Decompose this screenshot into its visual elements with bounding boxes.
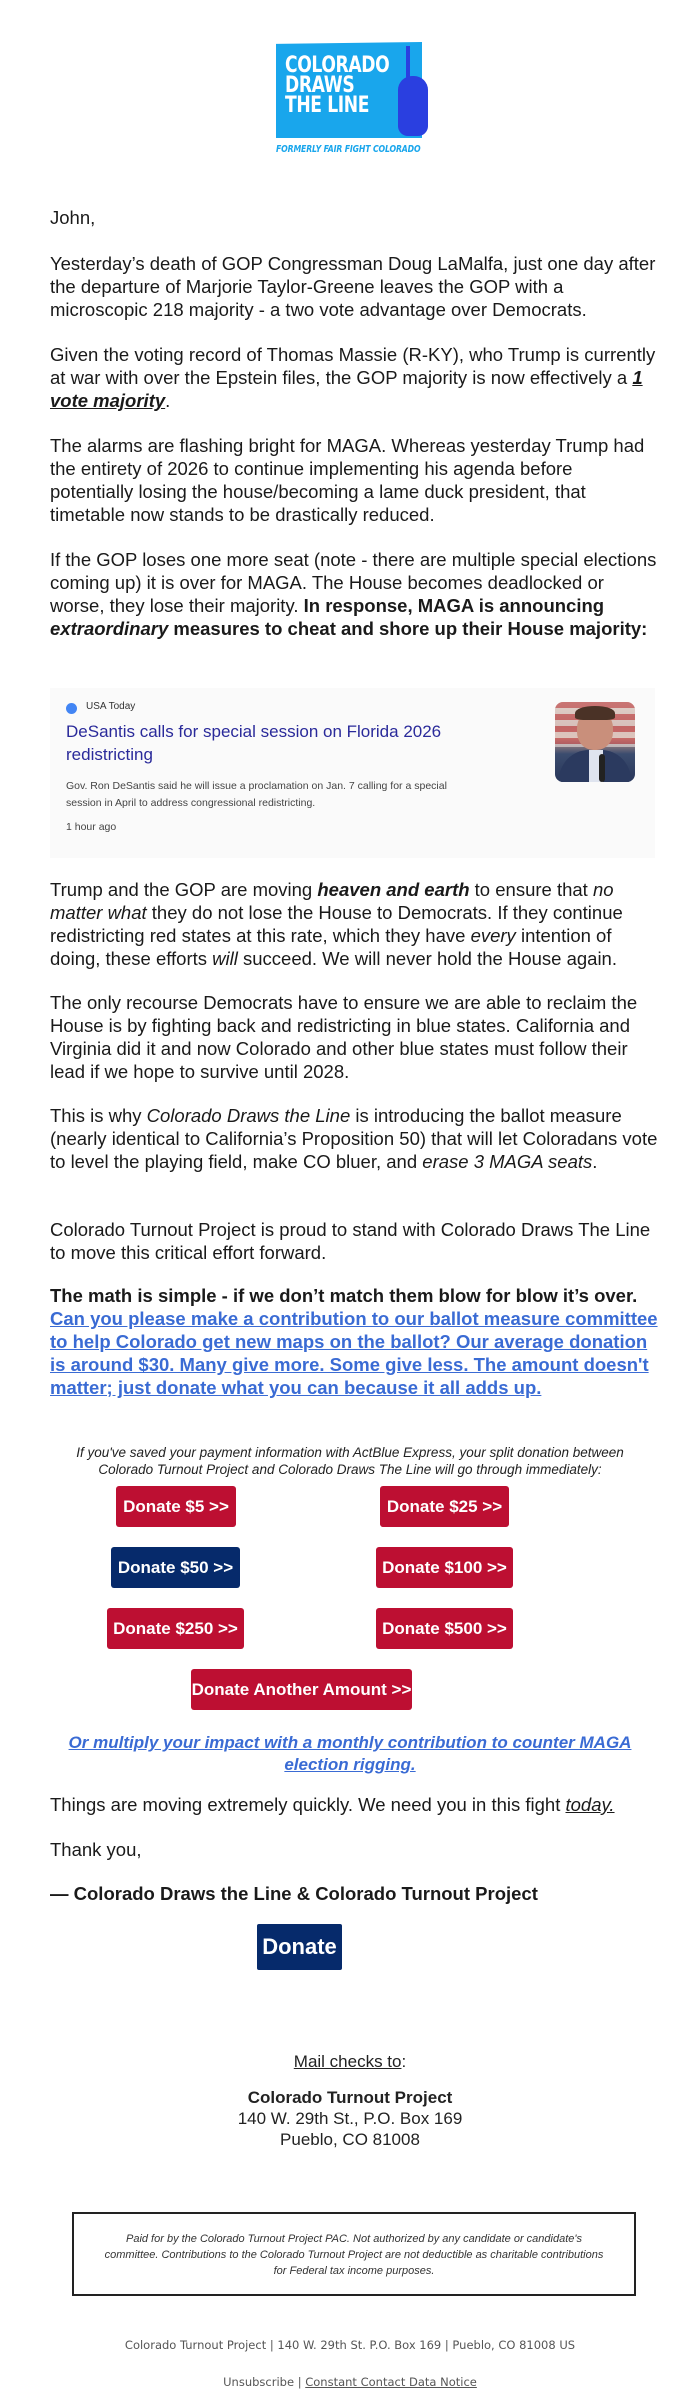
paragraph-1: Yesterday’s death of GOP Congressman Doug LaMalfa, just one day after the departure of Marjorie Taylor-Greene leaves the GOP with a microscopic 218 majority - a two vote advantage over Democrats.: [50, 253, 656, 320]
news-card[interactable]: [50, 688, 655, 858]
paragraph-6: The only recourse Democrats have to ensure we are able to reclaim the House is by fighting back and redistricting in blue states. California and Virginia did it and now Colorado and other blue states must follow their lead if we hope to survive until 2028.: [50, 992, 638, 1082]
news-thumbnail: [555, 702, 635, 782]
footer-links: [0, 2375, 700, 2389]
donate-another-amount-button[interactable]: Donate Another Amount >>: [191, 1669, 412, 1710]
donate-100-button[interactable]: Donate $100 >>: [376, 1547, 513, 1588]
news-source: USA Today: [86, 701, 136, 712]
p5-heaven-earth: heaven and earth: [317, 879, 470, 900]
actblue-express-note: If you've saved your payment information with ActBlue Express, your split donation between Colorado Turnout Project and Colorado Draws The Line will go through immediately:: [76, 1445, 624, 1477]
p5-i: succeed. We will never hold the House again.: [237, 948, 617, 969]
logo-title: [285, 53, 390, 118]
logo-line-1: COLORADO: [285, 53, 390, 78]
boxing-glove-icon: [398, 76, 428, 136]
p7-e: .: [592, 1151, 598, 1172]
news-timestamp: 1 hour ago: [66, 821, 117, 833]
contribution-link[interactable]: Can you please make a contribution to our ballot measure committee to help Colorado get new maps on the ballot? Our average donation is around $30. Many give more. Some give less. The amount doesn't matter; just donate what you can because it all adds up.: [50, 1308, 658, 1398]
paragraph-9: [50, 1284, 660, 1399]
logo-line-3: THE LINE: [285, 93, 370, 118]
p5-will: will: [212, 948, 238, 969]
mail-checks-label: Mail checks to: [293, 2052, 402, 2071]
urgency-text: Things are moving extremely quickly. We need you in this fight: [50, 1794, 566, 1815]
microphone-icon: [599, 754, 605, 782]
p7-org-name: Colorado Draws the Line: [146, 1105, 351, 1126]
data-notice-link[interactable]: Constant Contact Data Notice: [305, 2375, 477, 2389]
paragraph-5: [50, 878, 660, 970]
donate-250-button[interactable]: Donate $250 >>: [107, 1608, 244, 1649]
greeting: John,: [50, 207, 96, 228]
unsubscribe-link[interactable]: Unsubscribe: [223, 2375, 295, 2389]
paragraph-7: [50, 1104, 660, 1173]
p5-a: Trump and the GOP are moving: [50, 879, 318, 900]
p5-e: they do not lose the House to Democrats. If they continue redistricting red states at this rate, which they have: [50, 902, 623, 946]
person-hair: [575, 706, 615, 720]
paragraph-4-bold-italic: extraordinary: [50, 618, 169, 639]
source-logo-icon: [66, 703, 77, 714]
logo-line-2: DRAWS: [285, 73, 355, 98]
header: [0, 42, 700, 157]
logo[interactable]: [276, 42, 424, 155]
mail-checks-colon: :: [401, 2052, 407, 2071]
urgency-paragraph: [50, 1793, 660, 1816]
p7-erase-seats: erase 3 MAGA seats: [422, 1151, 593, 1172]
p7-a: This is why: [50, 1105, 147, 1126]
paragraph-4: [50, 548, 660, 640]
donate-main-button[interactable]: Donate: [257, 1924, 342, 1970]
mail-checks-heading: [0, 2052, 700, 2072]
news-title[interactable]: DeSantis calls for special session on Florida 2026 redistricting: [66, 722, 442, 764]
logo-subtitle: FORMERLY FAIR FIGHT COLORADO: [276, 144, 421, 155]
monthly-contribution-link[interactable]: Or multiply your impact with a monthly contribution to counter MAGA election rigging.: [68, 1733, 632, 1774]
donate-25-button[interactable]: Donate $25 >>: [380, 1486, 509, 1527]
p7-c: is introducing the ballot measure (nearly identical to California’s Proposition 50) that will let Coloradans vote to level the playing field, make CO bluer, and: [50, 1105, 658, 1172]
p5-g: intention of doing, these efforts: [50, 925, 612, 969]
news-description: Gov. Ron DeSantis said he will issue a proclamation on Jan. 7 calling for a special session in April to address congressional redistricting.: [66, 780, 447, 809]
signature: — Colorado Draws the Line & Colorado Turnout Project: [50, 1883, 538, 1904]
paragraph-8: Colorado Turnout Project is proud to stand with Colorado Draws The Line to move this critical effort forward.: [50, 1219, 651, 1263]
p9-bold: The math is simple - if we don’t match them blow for blow it’s over.: [50, 1285, 638, 1306]
paragraph-4-bold-end: measures to cheat and shore up their House majority:: [168, 618, 648, 639]
p5-every: every: [470, 925, 516, 946]
paid-for-disclaimer: Paid for by the Colorado Turnout Project PAC. Not authorized by any candidate or candidate's committee. Contributions to the Colorado Turnout Project are not deductible as charitable contributions for Federal tax income purposes.: [72, 2212, 636, 2296]
donate-50-button[interactable]: Donate $50 >>: [111, 1547, 240, 1588]
vote-majority-emphasis: 1 vote majority: [50, 367, 643, 411]
mail-org-name: Colorado Turnout Project: [247, 2088, 453, 2107]
mail-address-line-1: 140 W. 29th St., P.O. Box 169: [237, 2109, 463, 2128]
footer-address: Colorado Turnout Project | 140 W. 29th St. P.O. Box 169 | Pueblo, CO 81008 US: [124, 2338, 576, 2352]
paragraph-3: The alarms are flashing bright for MAGA. Whereas yesterday Trump had the entirety of 2026 to continue implementing his agenda before potentially losing the house/becoming a lame duck president, that timetable now stands to be drastically reduced.: [50, 435, 645, 525]
paragraph-4-bold: In response, MAGA is announcing: [303, 595, 605, 616]
thank-you: Thank you,: [50, 1839, 142, 1860]
footer-separator: |: [294, 2375, 306, 2389]
donate-5-button[interactable]: Donate $5 >>: [116, 1486, 236, 1527]
mail-address-line-2: Pueblo, CO 81008: [280, 2130, 420, 2149]
paragraph-4-text: If the GOP loses one more seat (note - there are multiple special elections coming up) it is over for MAGA. The House becomes deadlocked or worse, they lose their majority.: [50, 549, 657, 616]
donate-500-button[interactable]: Donate $500 >>: [376, 1608, 513, 1649]
p5-no-matter-what: no matter what: [50, 879, 614, 923]
monthly-contribution-paragraph: [50, 1732, 650, 1776]
paragraph-2: [50, 343, 660, 412]
paragraph-2-text: Given the voting record of Thomas Massie (R-KY), who Trump is currently at war with over the Epstein files, the GOP majority is now effectively a: [50, 344, 656, 388]
paragraph-2-end: .: [165, 390, 171, 411]
today-emphasis: today.: [565, 1794, 615, 1815]
p5-c: to ensure that: [469, 879, 593, 900]
